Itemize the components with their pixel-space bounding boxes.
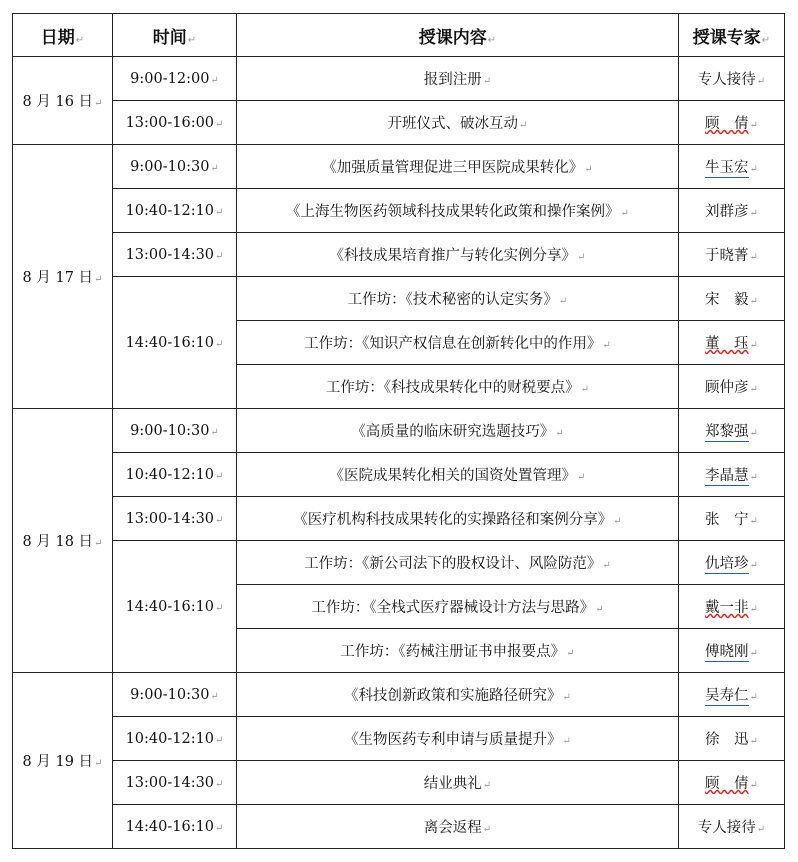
paragraph-mark-icon: ↵ [215,206,224,218]
expert-cell: 顾 倩↵ [679,101,785,145]
date-cell: 8 月 16 日↵ [13,57,113,145]
paragraph-mark-icon: ↵ [756,76,766,87]
paragraph-mark-icon: ↵ [210,426,219,438]
expert-cell: 郑黎强↵ [679,409,785,453]
table-row [13,805,785,849]
content-cell: 《医疗机构科技成果转化的实操路径和案例分享》↵ [237,497,679,541]
time-cell: 13:00-14:30↵ [113,761,237,805]
paragraph-mark-icon: ↵ [749,164,758,175]
paragraph-mark-icon: ↵ [215,514,224,526]
content-cell: 《科技成果培育推广与转化实例分享》↵ [237,233,679,277]
paragraph-mark-icon: ↵ [749,692,758,703]
paragraph-mark-icon: ↵ [555,428,564,439]
header-date: 日期↵ [13,14,113,57]
time-cell: 10:40-12:10↵ [113,717,237,761]
time-cell: 13:00-16:00↵ [113,101,237,145]
paragraph-mark-icon: ↵ [749,340,758,351]
paragraph-mark-icon: ↵ [584,164,593,175]
paragraph-mark-icon: ↵ [215,778,224,790]
table-row [13,409,785,453]
paragraph-mark-icon: ↵ [749,780,758,791]
paragraph-mark-icon: ↵ [215,118,224,130]
time-cell: 14:40-16:10↵ [113,277,237,409]
content-cell: 结业典礼↵ [237,761,679,805]
table-row [13,497,785,541]
time-cell: 9:00-10:30↵ [113,409,237,453]
paragraph-mark-icon: ↵ [749,208,758,219]
expert-cell: 董 珏↵ [679,321,785,365]
header-time: 时间↵ [113,14,237,57]
content-cell: 《科技创新政策和实施路径研究》↵ [237,673,679,717]
header-expert: 授课专家↵ [679,14,785,57]
date-cell: 8 月 17 日↵ [13,145,113,409]
expert-cell: 顾仲彦↵ [679,365,785,409]
content-cell: 工作坊：《技术秘密的认定实务》↵ [237,277,679,321]
paragraph-mark-icon: ↵ [215,602,224,614]
table-row [13,673,785,717]
paragraph-mark-icon: ↵ [482,824,492,835]
paragraph-mark-icon: ↵ [566,648,575,659]
schedule-table [12,13,785,849]
paragraph-mark-icon: ↵ [215,734,224,746]
table-row [13,145,785,189]
paragraph-mark-icon: ↵ [215,822,224,834]
paragraph-mark-icon: ↵ [749,120,758,131]
time-cell: 13:00-14:30↵ [113,233,237,277]
paragraph-mark-icon: ↵ [94,98,103,109]
paragraph-mark-icon: ↵ [749,516,758,527]
paragraph-mark-icon: ↵ [482,76,492,87]
paragraph-mark-icon: ↵ [749,736,758,747]
expert-cell: 牛玉宏↵ [679,145,785,189]
table-row [13,233,785,277]
time-cell: 10:40-12:10↵ [113,453,237,497]
header-row [13,14,785,57]
time-cell: 14:40-16:10↵ [113,541,237,673]
paragraph-mark-icon: ↵ [749,560,758,571]
paragraph-mark-icon: ↵ [215,250,224,262]
content-cell: 《高质量的临床研究选题技巧》↵ [237,409,679,453]
paragraph-mark-icon: ↵ [94,274,103,285]
time-cell: 9:00-12:00↵ [113,57,237,101]
paragraph-mark-icon: ↵ [519,120,528,131]
paragraph-mark-icon: ↵ [602,340,611,351]
expert-cell: 专人接待↵ [679,57,785,101]
table-row [13,541,785,585]
paragraph-mark-icon: ↵ [577,472,586,483]
content-cell: 工作坊：《全栈式医疗器械设计方法与思路》↵ [237,585,679,629]
header-content: 授课内容↵ [237,14,679,57]
table-row [13,57,785,101]
paragraph-mark-icon: ↵ [620,208,629,219]
paragraph-mark-icon: ↵ [613,516,622,527]
content-cell: 报到注册↵ [237,57,679,101]
paragraph-mark-icon: ↵ [761,34,771,46]
paragraph-mark-icon: ↵ [75,34,85,46]
paragraph-mark-icon: ↵ [562,692,571,703]
paragraph-mark-icon: ↵ [210,74,219,86]
content-cell: 《生物医药专利申请与质量提升》↵ [237,717,679,761]
paragraph-mark-icon: ↵ [577,252,586,263]
table-row [13,761,785,805]
expert-cell: 戴一非↵ [679,585,785,629]
table-row [13,189,785,233]
paragraph-mark-icon: ↵ [210,162,219,174]
paragraph-mark-icon: ↵ [94,538,103,549]
expert-cell: 于晓菁↵ [679,233,785,277]
content-cell: 离会返程↵ [237,805,679,849]
time-cell: 9:00-10:30↵ [113,145,237,189]
paragraph-mark-icon: ↵ [210,690,219,702]
table-row [13,717,785,761]
paragraph-mark-icon: ↵ [580,384,590,395]
expert-cell: 仇培珍↵ [679,541,785,585]
expert-cell: 徐 迅↵ [679,717,785,761]
content-cell: 工作坊：《新公司法下的股权设计、风险防范》↵ [237,541,679,585]
paragraph-mark-icon: ↵ [94,758,103,769]
paragraph-mark-icon: ↵ [749,252,758,263]
paragraph-mark-icon: ↵ [215,470,224,482]
table-row [13,101,785,145]
paragraph-mark-icon: ↵ [749,472,758,483]
expert-cell: 吴寿仁↵ [679,673,785,717]
paragraph-mark-icon: ↵ [756,824,766,835]
content-cell: 《加强质量管理促进三甲医院成果转化》↵ [237,145,679,189]
expert-cell: 专人接待↵ [679,805,785,849]
expert-cell: 张 宁↵ [679,497,785,541]
paragraph-mark-icon: ↵ [215,338,224,350]
expert-cell: 李晶慧↵ [679,453,785,497]
date-cell: 8 月 18 日↵ [13,409,113,673]
paragraph-mark-icon: ↵ [187,34,197,46]
time-cell: 13:00-14:30↵ [113,497,237,541]
paragraph-mark-icon: ↵ [482,780,492,791]
date-cell: 8 月 19 日↵ [13,673,113,849]
expert-cell: 宋 毅↵ [679,277,785,321]
paragraph-mark-icon: ↵ [562,736,571,747]
paragraph-mark-icon: ↵ [602,560,611,571]
content-cell: 工作坊：《知识产权信息在创新转化中的作用》↵ [237,321,679,365]
content-cell: 《上海生物医药领域科技成果转化政策和操作案例》↵ [237,189,679,233]
paragraph-mark-icon: ↵ [558,296,568,307]
paragraph-mark-icon: ↵ [749,296,758,307]
paragraph-mark-icon: ↵ [749,428,758,439]
time-cell: 10:40-12:10↵ [113,189,237,233]
expert-cell: 刘群彦↵ [679,189,785,233]
content-cell: 开班仪式、破冰互动↵ [237,101,679,145]
table-row [13,277,785,321]
content-cell: 工作坊：《科技成果转化中的财税要点》↵ [237,365,679,409]
paragraph-mark-icon: ↵ [749,648,758,659]
content-cell: 工作坊：《药械注册证书申报要点》↵ [237,629,679,673]
content-cell: 《医院成果转化相关的国资处置管理》↵ [237,453,679,497]
paragraph-mark-icon: ↵ [487,34,497,46]
paragraph-mark-icon: ↵ [749,604,758,615]
paragraph-mark-icon: ↵ [595,604,604,615]
expert-cell: 顾 倩↵ [679,761,785,805]
table-row [13,453,785,497]
paragraph-mark-icon: ↵ [749,384,758,395]
time-cell: 14:40-16:10↵ [113,805,237,849]
expert-cell: 傅晓刚↵ [679,629,785,673]
time-cell: 9:00-10:30↵ [113,673,237,717]
